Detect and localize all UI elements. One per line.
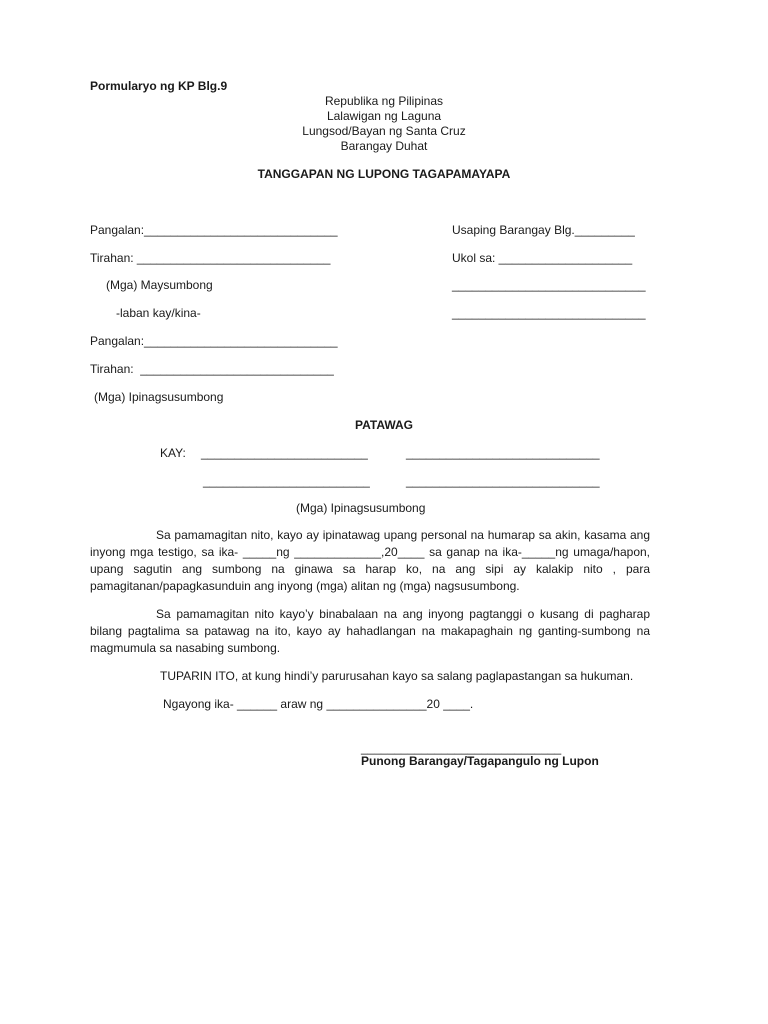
case-subject-extra-line: _____________________________ bbox=[452, 306, 646, 320]
respondent-role-label: (Mga) Ipinagsusumbong bbox=[94, 390, 224, 404]
signature-line: ______________________________ bbox=[361, 741, 562, 755]
respondent-address-line: Tirahan: _____________________________ bbox=[90, 362, 334, 376]
recipient-line: _____________________________ bbox=[406, 474, 600, 488]
versus-label: -laban kay/kina- bbox=[116, 306, 201, 320]
summons-respondents-label: (Mga) Ipinagsusumbong bbox=[296, 501, 426, 515]
date-line: Ngayong ika- ______ araw ng _______________20 ____. bbox=[163, 697, 474, 711]
case-subject-extra-line: _____________________________ bbox=[452, 278, 646, 292]
office-title: TANGGAPAN NG LUPONG TAGAPAMAYAPA bbox=[257, 167, 511, 181]
summons-title: PATAWAG bbox=[355, 418, 413, 432]
recipient-line: _________________________ bbox=[201, 446, 368, 460]
summons-paragraph: Sa pamamagitan nito, kayo ay ipinatawag upang personal na humarap sa akin, kasama ang inyong mga testigo, sa ika- _____ng _____________,20____ sa ganap na ika-_____ng umaga/hapon, upang sagutin ang sumbong na ginawa sa harap ko, na ang sipi ay kalakip nito , para pamagitanan/papagkasunduin ang inyong (mga) alitan ng (mga) nagsusumbong. bbox=[90, 528, 650, 593]
compliance-statement: TUPARIN ITO, at kung hindi’y parurusahan kayo sa salang paglapastangan sa hukuman. bbox=[160, 669, 634, 683]
recipient-line: _________________________ bbox=[203, 474, 370, 488]
header-republic: Republika ng Pilipinas bbox=[324, 94, 444, 108]
case-subject-line: Ukol sa: ____________________ bbox=[452, 251, 633, 265]
header-barangay: Barangay Duhat bbox=[340, 139, 428, 153]
complainant-name-line: Pangalan:_____________________________ bbox=[90, 223, 338, 237]
signatory-title: Punong Barangay/Tagapangulo ng Lupon bbox=[361, 754, 599, 768]
kay-label: KAY: bbox=[160, 446, 186, 460]
warning-paragraph: Sa pamamagitan nito kayo’y binabalaan na ang inyong pagtanggi o kusang di pagharap bilang pagtalima sa patawag na ito, kayo ay hahadlangan na makapaghain ng ganting-sumbong na magmumula sa nasabing sumbong. bbox=[90, 607, 650, 655]
respondent-name-line: Pangalan:_____________________________ bbox=[90, 334, 338, 348]
form-number: Pormularyo ng KP Blg.9 bbox=[90, 79, 228, 93]
header-city: Lungsod/Bayan ng Santa Cruz bbox=[302, 124, 466, 138]
case-number-line: Usaping Barangay Blg._________ bbox=[452, 223, 635, 237]
complainant-address-line: Tirahan: _____________________________ bbox=[90, 251, 331, 265]
recipient-line: _____________________________ bbox=[406, 446, 600, 460]
header-province: Lalawigan ng Laguna bbox=[326, 109, 442, 123]
complainant-role-label: (Mga) Maysumbong bbox=[106, 278, 213, 292]
